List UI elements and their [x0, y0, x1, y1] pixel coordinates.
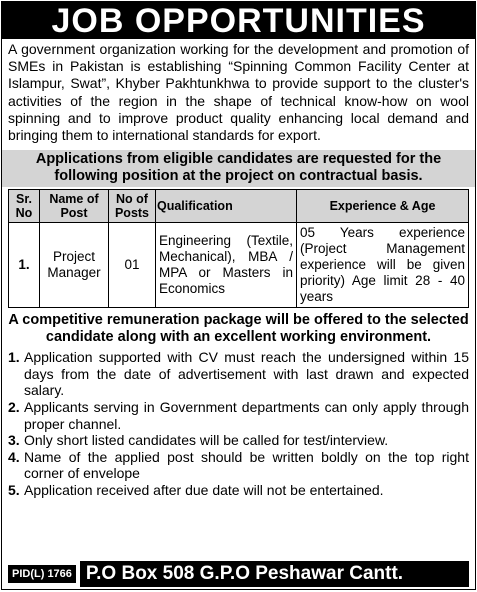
pid-badge: PID(L) 1766	[8, 565, 76, 583]
list-item-number: 1.	[8, 349, 20, 366]
header-qualification: Qualification	[156, 190, 297, 223]
cell-qualification: Engineering (Textile, Mechanical), MBA / MPA or Masters in Economics	[156, 223, 297, 308]
header-sr-no: Sr. No	[9, 190, 40, 223]
positions-table	[8, 189, 469, 308]
job-advertisement	[1, 1, 476, 590]
list-item-text: Only short listed candidates will be called for test/interview.	[24, 432, 389, 449]
cell-experience-age: 05 Years experience (Project Management experience will be given priority) Age limit 28 - 40 years	[297, 223, 469, 308]
list-item-number: 4.	[8, 448, 20, 465]
list-item-text: Applicants serving in Government departments can only apply through proper channel.	[24, 399, 469, 432]
list-item	[8, 449, 469, 482]
applications-band: Applications from eligible candidates are requested for the following position at the project on contractual basis.	[2, 150, 475, 187]
cell-name-of-post: Project Manager	[40, 223, 109, 308]
list-item	[8, 482, 469, 499]
list-item	[8, 432, 469, 449]
remuneration-statement: A competitive remuneration package will be offered to the selected candidate along with an excellent working environment.	[8, 312, 469, 346]
postal-address: P.O Box 508 G.P.O Peshawar Cantt.	[80, 561, 469, 587]
list-item	[8, 399, 469, 432]
list-item-number: 2.	[8, 399, 20, 415]
list-item-text: Application supported with CV must reach the undersigned within 15 days from the date of advertisement with last drawn and expected salary.	[24, 349, 469, 399]
ad-title: JOB OPPORTUNITIES	[2, 2, 475, 39]
list-item-text: Name of the applied post should be written boldly on the top right corner of envelope	[24, 448, 469, 482]
conditions-list	[2, 349, 475, 498]
cell-no-of-posts: 01	[109, 223, 156, 308]
header-name-of-post: Name of Post	[40, 190, 109, 223]
intro-paragraph: A government organization working for the development and promotion of SMEs in Pakistan is establishing “Spinning Common Facility Center at Islampur, Swat”, Khyber Pakhtunkhwa to provide support to the cluster's activities of the region in the shape of technical know-how on wool spinning and to improve product quality enhancing local demand and bringing them to international standards for export.	[8, 41, 469, 144]
cell-sr-no: 1.	[9, 223, 40, 308]
header-no-of-posts: No of Posts	[109, 190, 156, 223]
list-item-text: Application received after due date will not be entertained.	[24, 481, 384, 498]
table-row	[9, 223, 469, 308]
list-item-number: 3.	[8, 432, 20, 449]
list-item	[8, 349, 469, 399]
table-header-row	[9, 190, 469, 223]
list-item-number: 5.	[8, 481, 20, 498]
header-experience-age: Experience & Age	[297, 190, 469, 223]
footer	[2, 561, 475, 587]
